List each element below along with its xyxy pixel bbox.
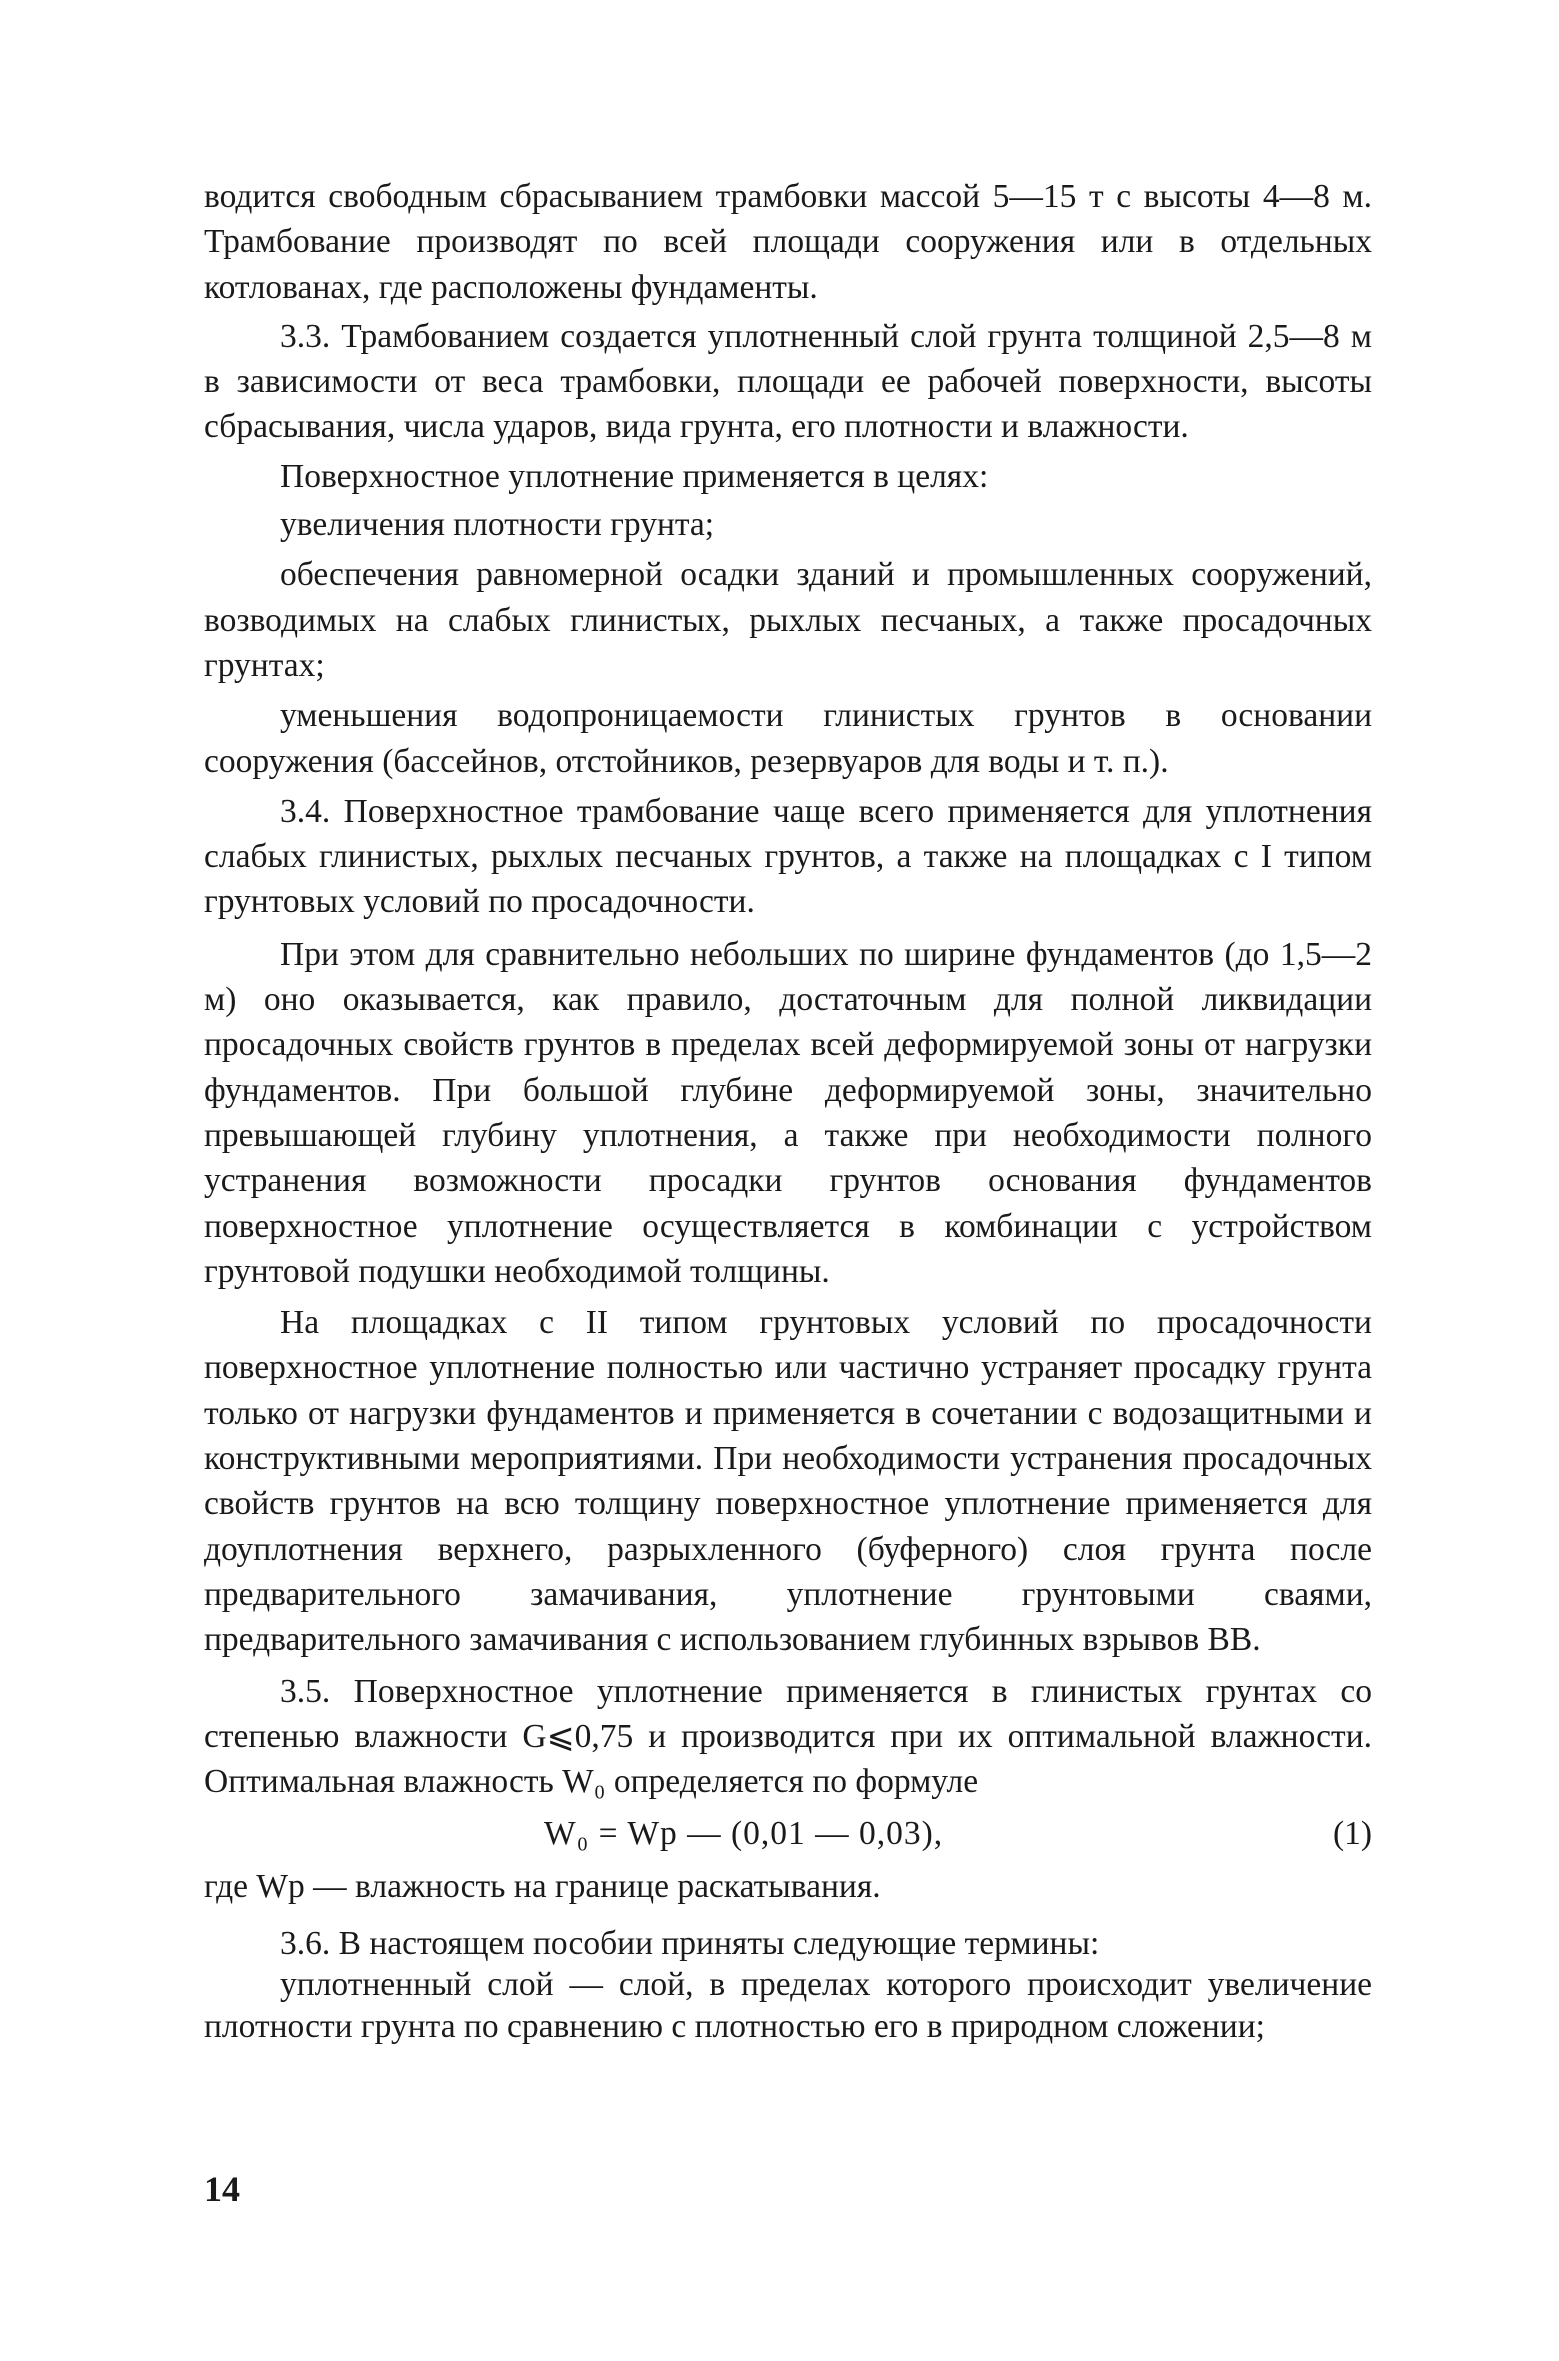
paragraph-3-6: 3.6. В настоящем пособии приняты следующие термины: bbox=[280, 1924, 1100, 1962]
paragraph-type-ii: На площадках с II типом грунтовых условий по просадочности поверхностное уплотнение полностью или частично устраняет просадку грунта только от нагрузки фундаментов и применяется в сочетании с водозащитными и конструктивными мероприятиями. При необходимости устранения просадочных свойств грунтов на всю толщину поверхностное уплотнение применяется для доуплотнения верхнего, разрыхленного (буферного) слоя грунта после предварительного замачивания, уплотнение грунтовыми сваями, предварительного замачивания с использованием глубинных взрывов ВВ. bbox=[204, 1304, 1372, 1659]
paragraph-3-3: 3.3. Трамбованием создается уплотненный слой грунта толщиной 2,5—8 м в зависимости от веса трамбовки, площади ее рабочей поверхности, высоты сбрасывания, числа ударов, вида грунта, его плотности и влажности. bbox=[204, 317, 1372, 446]
paragraph-1: водится свободным сбрасыванием трамбовки массой 5—15 т с высоты 4—8 м. Трамбование производят по всей площади сооружения или в отдельных котлованах, где расположены фундаменты. bbox=[204, 178, 1372, 306]
formula-explanation: где Wp — влажность на границе раскатывания. bbox=[204, 1868, 881, 1906]
formula-1: W₀ = Wp — (0,01 — 0,03), bbox=[544, 1815, 944, 1853]
page-number: 14 bbox=[204, 2169, 240, 2209]
paragraph-purposes-intro: Поверхностное уплотнение применяется в целях: bbox=[280, 457, 989, 495]
formula-line bbox=[204, 1808, 1372, 1860]
document-page bbox=[204, 174, 1372, 2048]
paragraph-3-4-cont: При этом для сравнительно небольших по ширине фундаментов (до 1,5—2 м) оно оказывается, как правило, достаточным для полной ликвидации просадочных свойств грунтов в пределах всей деформируемой зоны от нагрузки фундаментов. При большой глубине деформируемой зоны, значительно превышающей глубину уплотнения, а также при необходимости полного устранения возможности просадки грунтов основания фундаментов поверхностное уплотнение осуществляется в комбинации с устройством грунтовой подушки необходимой толщины. bbox=[204, 935, 1372, 1290]
paragraph-3-5: 3.5. Поверхностное уплотнение применяется в глинистых грунтах со степенью влажности G⩽0,75 и производится при их оптимальной влажности. Оптимальная влажность W₀ определяется по формуле bbox=[204, 1672, 1372, 1801]
formula-number: (1) bbox=[1332, 1815, 1372, 1853]
paragraph-3-4: 3.4. Поверхностное трамбование чаще всего применяется для уплотнения слабых глинистых, рыхлых песчаных грунтов, а также на площадках с I типом грунтовых условий по просадочности. bbox=[204, 792, 1372, 921]
paragraph-term-1: уплотненный слой — слой, в пределах которого происходит увеличение плотности грунта по сравнению с плотностью его в природном сложении; bbox=[204, 1965, 1372, 2045]
paragraph-purpose-3: уменьшения водопроницаемости глинистых грунтов в основании сооружения (бассейнов, отстойников, резервуаров для воды и т. п.). bbox=[204, 697, 1372, 780]
paragraph-purpose-2: обеспечения равномерной осадки зданий и промышленных сооружений, возводимых на слабых глинистых, рыхлых песчаных, а также просадочных грунтах; bbox=[204, 556, 1372, 684]
paragraph-purpose-1: увеличения плотности грунта; bbox=[280, 506, 715, 544]
